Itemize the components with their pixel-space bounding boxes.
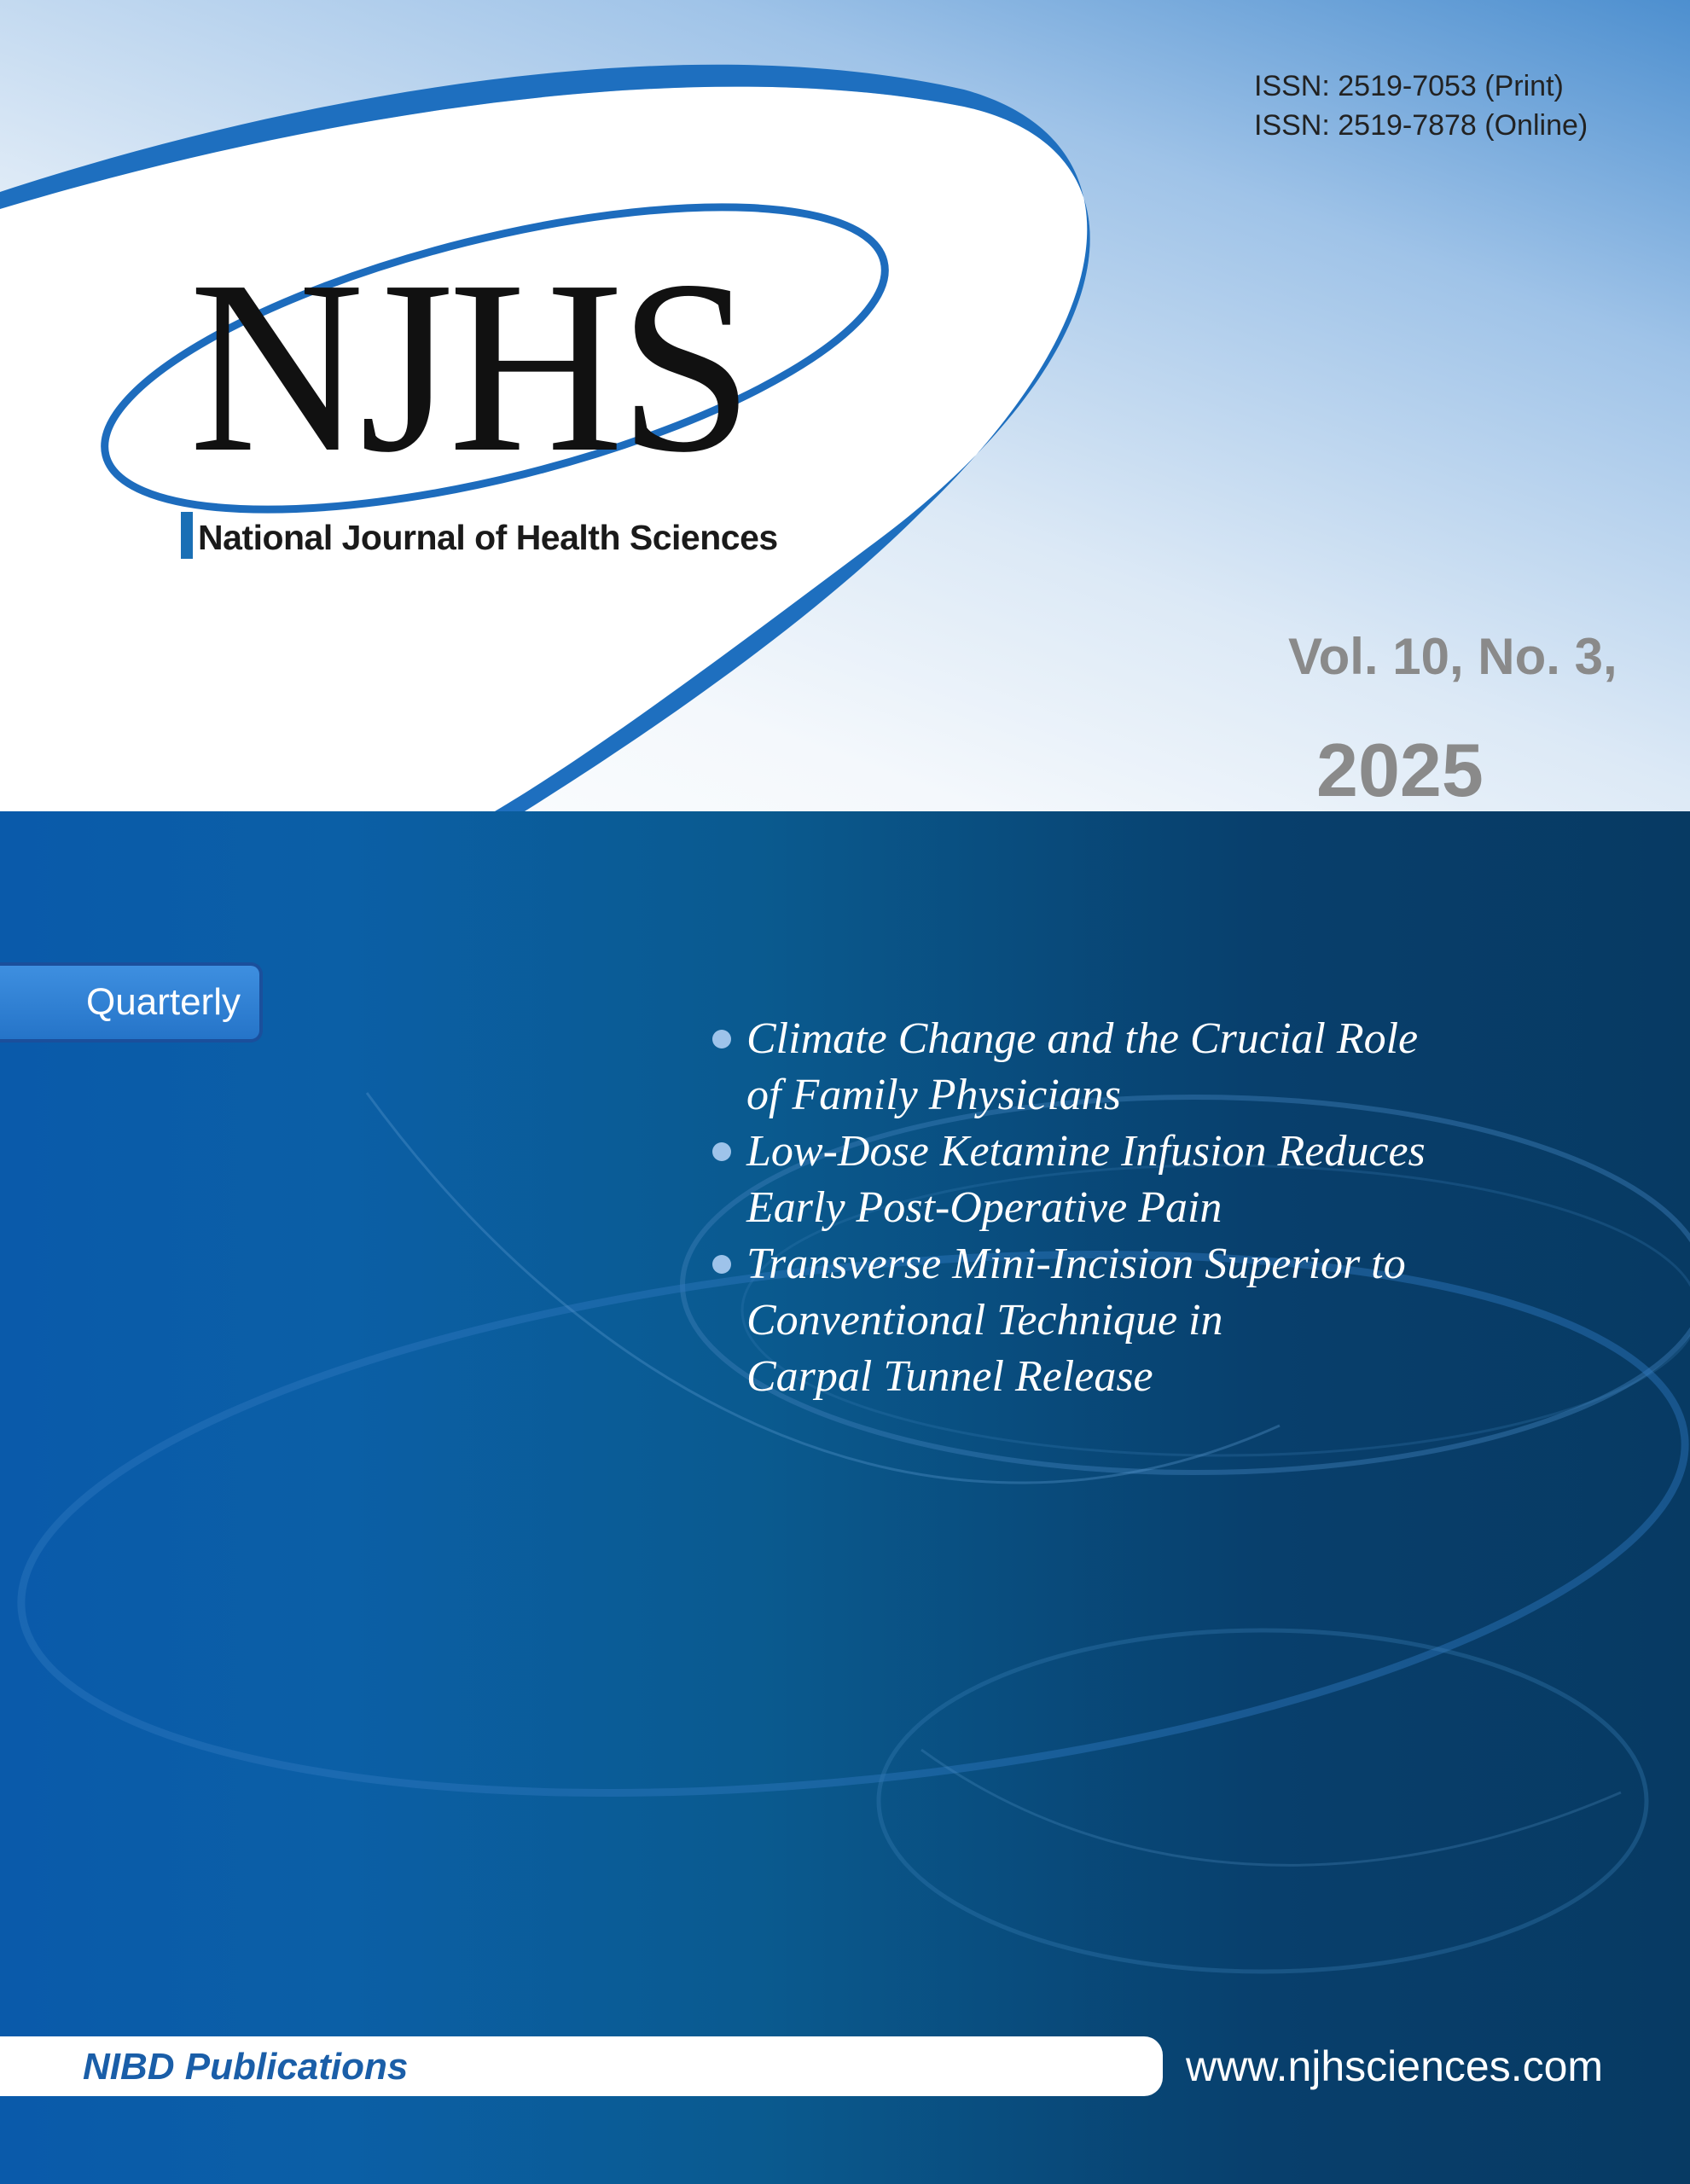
- journal-logo-acronym: NJHS: [189, 229, 749, 503]
- article-title-line: Climate Change and the Crucial Role: [746, 1014, 1419, 1063]
- article-title-line: Transverse Mini-Incision Superior to: [746, 1240, 1406, 1288]
- bullet-icon: [712, 1142, 731, 1161]
- list-item: [712, 1011, 1565, 1124]
- list-item: [712, 1236, 1565, 1405]
- featured-articles-list: [712, 1011, 1565, 1405]
- issn-online: ISSN: 2519-7878 (Online): [1254, 109, 1588, 142]
- list-item: [712, 1124, 1565, 1236]
- cover-top-section: [0, 0, 1690, 811]
- journal-name: National Journal of Health Sciences: [198, 518, 778, 557]
- issue-volume: Vol. 10, No. 3,: [1288, 628, 1617, 685]
- frequency-badge: Quarterly: [0, 962, 263, 1043]
- article-title-line: Carpal Tunnel Release: [746, 1352, 1153, 1401]
- website-url[interactable]: www.njhsciences.com: [1186, 2042, 1604, 2090]
- article-title-line: Low-Dose Ketamine Infusion Reduces: [746, 1127, 1426, 1176]
- issue-year: 2025: [1316, 728, 1484, 811]
- issn-print: ISSN: 2519-7053 (Print): [1254, 70, 1564, 102]
- bullet-icon: [712, 1255, 731, 1274]
- publisher-name: NIBD Publications: [83, 2046, 409, 2088]
- article-title-line: of Family Physicians: [746, 1071, 1122, 1119]
- logo-accent-bar: [181, 512, 193, 559]
- article-title-line: Conventional Technique in: [746, 1296, 1223, 1345]
- article-title-line: Early Post-Operative Pain: [746, 1183, 1222, 1232]
- bullet-icon: [712, 1030, 731, 1048]
